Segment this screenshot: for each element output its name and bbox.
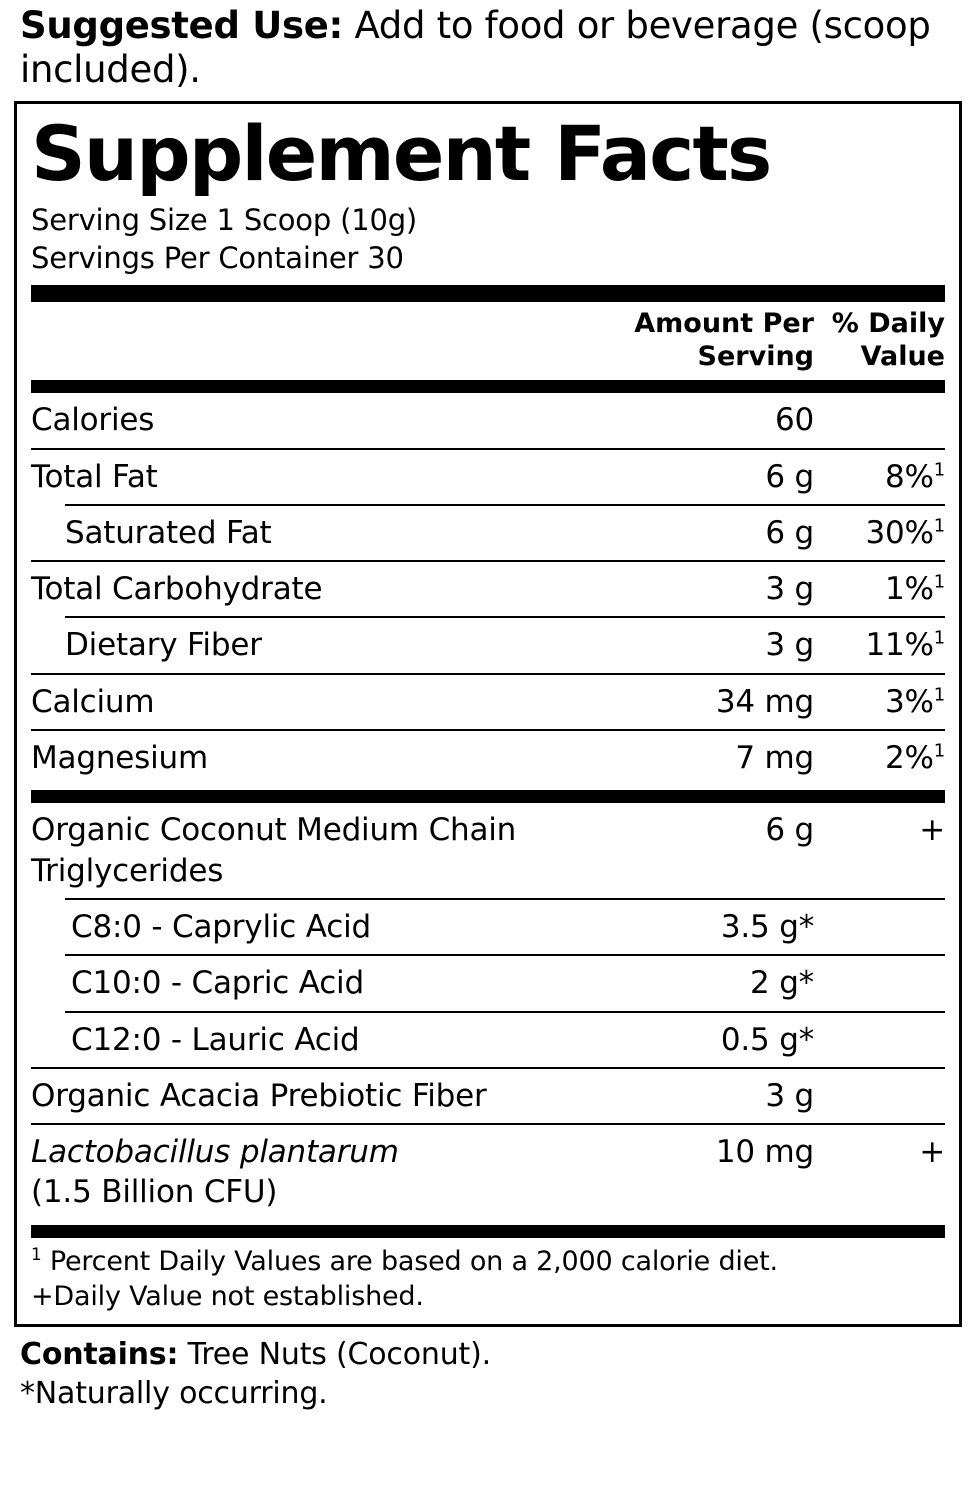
row-amount: 3.5 g*	[720, 908, 814, 945]
table-row	[31, 956, 945, 1010]
row-amount: 7 mg	[735, 740, 814, 777]
header-amount-line1: Amount Per	[634, 308, 814, 340]
supplement-facts-panel	[14, 101, 962, 1327]
row-name: C12:0 - Lauric Acid	[71, 1021, 360, 1058]
row-amount: 34 mg	[715, 683, 814, 720]
row-daily-value: 11%$^1$	[865, 627, 945, 664]
allergen-statement	[14, 1327, 962, 1413]
row-name: Saturated Fat	[65, 514, 272, 551]
row-amount: 10 mg	[715, 1134, 814, 1171]
row-name-second-line: (1.5 Billion CFU)	[31, 1174, 278, 1211]
divider-thick-middle	[31, 790, 945, 803]
row-daily-value	[820, 956, 945, 1010]
row-name: Calcium	[31, 683, 155, 720]
contains-text: Tree Nuts (Coconut).	[178, 1336, 491, 1372]
row-amount: 3 g	[765, 627, 814, 664]
table-row	[31, 900, 945, 954]
header-daily-value	[820, 302, 945, 380]
row-name: Magnesium	[31, 740, 208, 777]
row-daily-value: 2%$^1$	[884, 740, 945, 777]
row-name-italic: Lactobacillus plantarum	[31, 1134, 399, 1171]
row-name: Total Carbohydrate	[31, 571, 323, 608]
footnote-marker: 1	[31, 1243, 42, 1264]
row-name: Dietary Fiber	[65, 627, 262, 664]
row-daily-value: +	[919, 812, 945, 849]
footnote-daily-value: $^1$ Percent Daily Values are based on a 2,000 calorie diet.	[31, 1243, 778, 1277]
table-row	[31, 450, 945, 504]
row-amount: 6 g	[765, 812, 814, 849]
row-daily-value: 1%$^1$	[884, 571, 945, 608]
row-name	[31, 1125, 629, 1220]
ingredient-rows-table	[31, 803, 945, 1219]
table-row	[31, 1069, 945, 1123]
table-row	[31, 562, 945, 616]
row-daily-value: 8%$^1$	[884, 458, 945, 495]
header-blank	[31, 302, 629, 380]
row-daily-value: 3%$^1$	[884, 683, 945, 720]
divider-thick-header	[31, 380, 945, 393]
footnotes	[31, 1238, 945, 1314]
table-row	[31, 731, 945, 785]
contains-line	[20, 1335, 956, 1374]
divider-thick-bottom	[31, 1225, 945, 1238]
header-dv-line2: Value	[860, 341, 945, 373]
row-amount: 2 g*	[750, 965, 814, 1002]
row-amount: 60	[774, 402, 814, 439]
row-daily-value	[820, 900, 945, 954]
header-amount-line2: Serving	[697, 341, 814, 373]
table-row	[31, 1013, 945, 1067]
row-daily-value	[820, 393, 945, 447]
row-daily-value: 30%$^1$	[865, 514, 945, 551]
footnote-not-established: +Daily Value not established.	[31, 1280, 424, 1312]
row-name: C8:0 - Caprylic Acid	[71, 908, 371, 945]
table-row	[31, 618, 945, 672]
naturally-occurring-note: *Naturally occurring.	[20, 1375, 328, 1411]
nutrition-rows-table	[31, 393, 945, 785]
table-row	[31, 803, 945, 898]
contains-label: Contains:	[20, 1336, 179, 1372]
table-row	[31, 506, 945, 560]
suggested-use-text	[14, 0, 962, 101]
table-row	[31, 393, 945, 447]
suggested-use-label: Suggested Use:	[20, 4, 343, 47]
suggested-use-body: Add to food or beverage (scoop included).	[20, 4, 931, 91]
serving-size: Serving Size 1 Scoop (10g)	[31, 202, 418, 237]
row-name: Organic Coconut Medium Chain Triglycerides	[31, 812, 517, 889]
row-name: Calories	[31, 402, 155, 439]
row-daily-value: +	[919, 1134, 945, 1171]
header-dv-line1: % Daily	[831, 308, 945, 340]
row-amount: 3 g	[765, 571, 814, 608]
panel-title: Supplement Facts	[31, 109, 771, 199]
table-header-row	[31, 302, 945, 380]
divider-thick-top	[31, 285, 945, 302]
row-daily-value	[820, 1013, 945, 1067]
header-amount-per-serving	[629, 302, 820, 380]
table-row	[31, 675, 945, 729]
row-name: C10:0 - Capric Acid	[71, 965, 364, 1002]
row-amount: 6 g	[765, 514, 814, 551]
table-row	[31, 1125, 945, 1220]
row-amount: 6 g	[765, 458, 814, 495]
nutrition-header-table	[31, 302, 945, 380]
row-amount: 0.5 g*	[720, 1021, 814, 1058]
row-name: Organic Acacia Prebiotic Fiber	[31, 1077, 487, 1114]
row-daily-value	[820, 1069, 945, 1123]
servings-per-container: Servings Per Container 30	[31, 241, 404, 276]
row-name: Total Fat	[31, 458, 158, 495]
row-amount: 3 g	[765, 1077, 814, 1114]
